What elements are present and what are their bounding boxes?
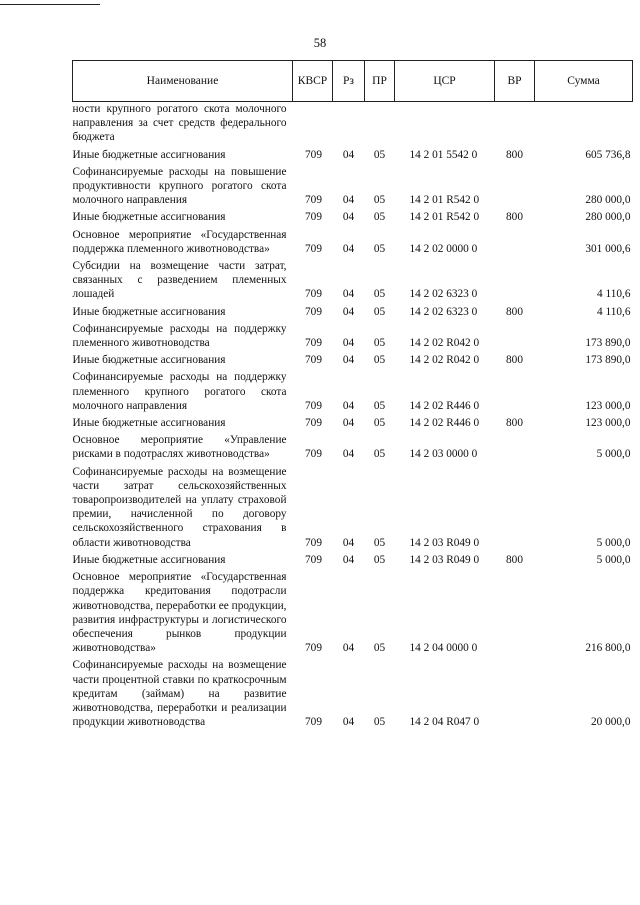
cell-rz <box>333 102 365 145</box>
cell-name: Софинансируемые расходы на поддержку племенного крупного рогатого скота молочного направления <box>72 371 287 412</box>
header-name: Наименование <box>73 61 293 102</box>
cell-sum: 605 736,8 <box>585 148 631 161</box>
table-row <box>73 462 633 550</box>
cell-csr: 14 2 04 R047 0 <box>409 716 480 729</box>
cell-kvsr: 709 <box>305 536 322 549</box>
cell-vr: 800 <box>506 148 523 161</box>
cell-name: Софинансируемые расходы на поддержку племенного животноводства <box>72 322 287 350</box>
cell-rz: 04 <box>342 399 355 412</box>
table-row <box>73 567 633 655</box>
header-csr: ЦСР <box>395 61 495 102</box>
cell-name: Иные бюджетные ассигнования <box>72 211 226 224</box>
cell-kvsr: 709 <box>305 716 322 729</box>
cell-vr: 800 <box>506 354 523 367</box>
cell-pr: 05 <box>373 553 386 566</box>
budget-table <box>72 60 633 729</box>
cell-pr: 05 <box>373 148 386 161</box>
cell-vr <box>495 102 535 145</box>
header-kvsr: КВСР <box>293 61 333 102</box>
cell-pr: 05 <box>373 716 386 729</box>
cell-name: Иные бюджетные ассигнования <box>72 148 226 161</box>
cell-sum: 5 000,0 <box>596 536 631 549</box>
header-sum: Сумма <box>535 61 633 102</box>
header-vr: ВР <box>495 61 535 102</box>
cell-kvsr: 709 <box>305 417 322 430</box>
cell-vr: 800 <box>506 553 523 566</box>
cell-sum: 173 890,0 <box>585 354 631 367</box>
cell-pr: 05 <box>373 399 386 412</box>
cell-sum: 280 000,0 <box>585 211 631 224</box>
cell-kvsr: 709 <box>305 354 322 367</box>
cell-rz: 04 <box>342 417 355 430</box>
cell-vr <box>495 319 535 350</box>
cell-kvsr: 709 <box>305 148 322 161</box>
cell-vr: 800 <box>506 417 523 430</box>
cell-pr: 05 <box>373 642 386 655</box>
cell-rz: 04 <box>342 553 355 566</box>
cell-pr: 05 <box>373 211 386 224</box>
cell-rz: 04 <box>342 305 355 318</box>
cell-sum <box>535 102 633 145</box>
cell-vr <box>495 430 535 461</box>
cell-kvsr: 709 <box>305 288 322 301</box>
cell-pr: 05 <box>373 448 386 461</box>
cell-rz: 04 <box>342 288 355 301</box>
table-row <box>73 350 633 367</box>
cell-name: Софинансируемые расходы на повышение продуктивности крупного рогатого скота молочного направления <box>72 165 287 207</box>
cell-vr <box>495 462 535 550</box>
cell-name: Иные бюджетные ассигнования <box>72 354 226 367</box>
cell-csr: 14 2 03 R049 0 <box>409 536 480 549</box>
cell-rz: 04 <box>342 642 355 655</box>
table-row <box>73 302 633 319</box>
table-row <box>73 207 633 224</box>
table-row <box>73 550 633 567</box>
cell-rz: 04 <box>342 716 355 729</box>
cell-kvsr: 709 <box>305 194 322 207</box>
cell-csr: 14 2 02 0000 0 <box>409 242 478 255</box>
table-row <box>73 225 633 256</box>
cell-csr: 14 2 01 R542 0 <box>409 194 480 207</box>
cell-csr: 14 2 03 R049 0 <box>409 553 480 566</box>
table-row <box>73 655 633 729</box>
cell-sum: 4 110,6 <box>597 288 631 301</box>
cell-rz: 04 <box>342 536 355 549</box>
cell-sum: 5 000,0 <box>596 553 631 566</box>
cell-kvsr <box>293 102 333 145</box>
cell-kvsr: 709 <box>305 337 322 350</box>
cell-csr: 14 2 02 R042 0 <box>409 354 480 367</box>
cell-csr: 14 2 03 0000 0 <box>409 448 478 461</box>
cell-rz: 04 <box>342 148 355 161</box>
cell-pr: 05 <box>373 305 386 318</box>
cell-vr <box>495 367 535 413</box>
cell-kvsr: 709 <box>305 305 322 318</box>
cell-csr: 14 2 02 R042 0 <box>409 337 480 350</box>
cell-name: Основное мероприятие «Управление рисками в подотраслях животноводства» <box>72 434 287 461</box>
header-pr: ПР <box>365 61 395 102</box>
cell-rz: 04 <box>342 337 355 350</box>
cell-vr: 800 <box>506 211 523 224</box>
cell-pr: 05 <box>373 417 386 430</box>
table-row <box>73 413 633 430</box>
cell-pr: 05 <box>373 337 386 350</box>
cell-pr: 05 <box>373 354 386 367</box>
cell-name: Основное мероприятие «Государственная поддержка кредитования подотрасли животноводства, переработки ее продукции, развития инфраструктуры и логистического обеспечения рынков продукции животноводства» <box>72 571 287 655</box>
cell-kvsr: 709 <box>305 448 322 461</box>
cell-kvsr: 709 <box>305 553 322 566</box>
header-rz: Рз <box>333 61 365 102</box>
cell-sum: 123 000,0 <box>585 417 631 430</box>
cell-csr: 14 2 01 5542 0 <box>409 148 478 161</box>
cell-rz: 04 <box>342 354 355 367</box>
cell-vr <box>495 225 535 256</box>
cell-rz: 04 <box>342 211 355 224</box>
cell-sum: 216 800,0 <box>585 642 631 655</box>
cell-csr: 14 2 01 R542 0 <box>409 211 480 224</box>
cell-kvsr: 709 <box>305 642 322 655</box>
cell-vr <box>495 256 535 302</box>
cell-vr: 800 <box>506 305 523 318</box>
cell-pr <box>365 102 395 145</box>
table-row <box>73 102 633 145</box>
table-row <box>73 319 633 350</box>
cell-name: Софинансируемые расходы на возмещение части затрат сельскохозяйственных товаропроизводителей на уплату страховой премии, начисленной по договору сельскохозяйственного страхования в области животноводства <box>72 465 287 549</box>
cell-vr <box>495 655 535 729</box>
table-row <box>73 162 633 208</box>
cell-csr: 14 2 04 0000 0 <box>409 642 478 655</box>
cell-pr: 05 <box>373 288 386 301</box>
cell-sum: 5 000,0 <box>596 448 631 461</box>
cell-name: Софинансируемые расходы на возмещение части процентной ставки по краткосрочным кредитам (займам) на развитие животноводства, переработки и реализации продукции животноводства <box>72 659 287 729</box>
cell-rz: 04 <box>342 242 355 255</box>
cell-sum: 4 110,6 <box>597 305 631 318</box>
cell-pr: 05 <box>373 242 386 255</box>
cell-kvsr: 709 <box>305 242 322 255</box>
table-header-row <box>73 61 633 102</box>
cell-name: ности крупного рогатого скота молочного направления за счет средств федерального бюджета <box>72 103 287 144</box>
cell-rz: 04 <box>342 448 355 461</box>
cell-name: Иные бюджетные ассигнования <box>72 553 226 566</box>
cell-rz: 04 <box>342 194 355 207</box>
table-row <box>73 145 633 162</box>
cell-name: Иные бюджетные ассигнования <box>72 305 226 318</box>
cell-csr: 14 2 02 6323 0 <box>409 305 478 318</box>
cell-vr <box>495 162 535 208</box>
table-body <box>73 102 633 730</box>
cell-pr: 05 <box>373 536 386 549</box>
cell-sum: 20 000,0 <box>590 716 631 729</box>
cell-csr: 14 2 02 R446 0 <box>409 417 480 430</box>
cell-csr: 14 2 02 R446 0 <box>409 399 480 412</box>
cell-vr <box>495 567 535 655</box>
cell-sum: 280 000,0 <box>585 194 631 207</box>
cell-pr: 05 <box>373 194 386 207</box>
top-rule <box>0 4 100 5</box>
cell-sum: 123 000,0 <box>585 399 631 412</box>
table-row <box>73 367 633 413</box>
cell-name: Субсидии на возмещение части затрат, связанных с разведением племенных лошадей <box>72 260 287 301</box>
cell-sum: 173 890,0 <box>585 337 631 350</box>
page-number: 58 <box>313 36 327 50</box>
table-row <box>73 430 633 461</box>
table-row <box>73 256 633 302</box>
cell-sum: 301 000,6 <box>585 242 631 255</box>
cell-csr: 14 2 02 6323 0 <box>409 288 478 301</box>
cell-kvsr: 709 <box>305 399 322 412</box>
cell-kvsr: 709 <box>305 211 322 224</box>
cell-csr <box>395 102 495 145</box>
cell-name: Иные бюджетные ассигнования <box>72 417 226 430</box>
cell-name: Основное мероприятие «Государственная поддержка племенного животноводства» <box>72 228 287 255</box>
